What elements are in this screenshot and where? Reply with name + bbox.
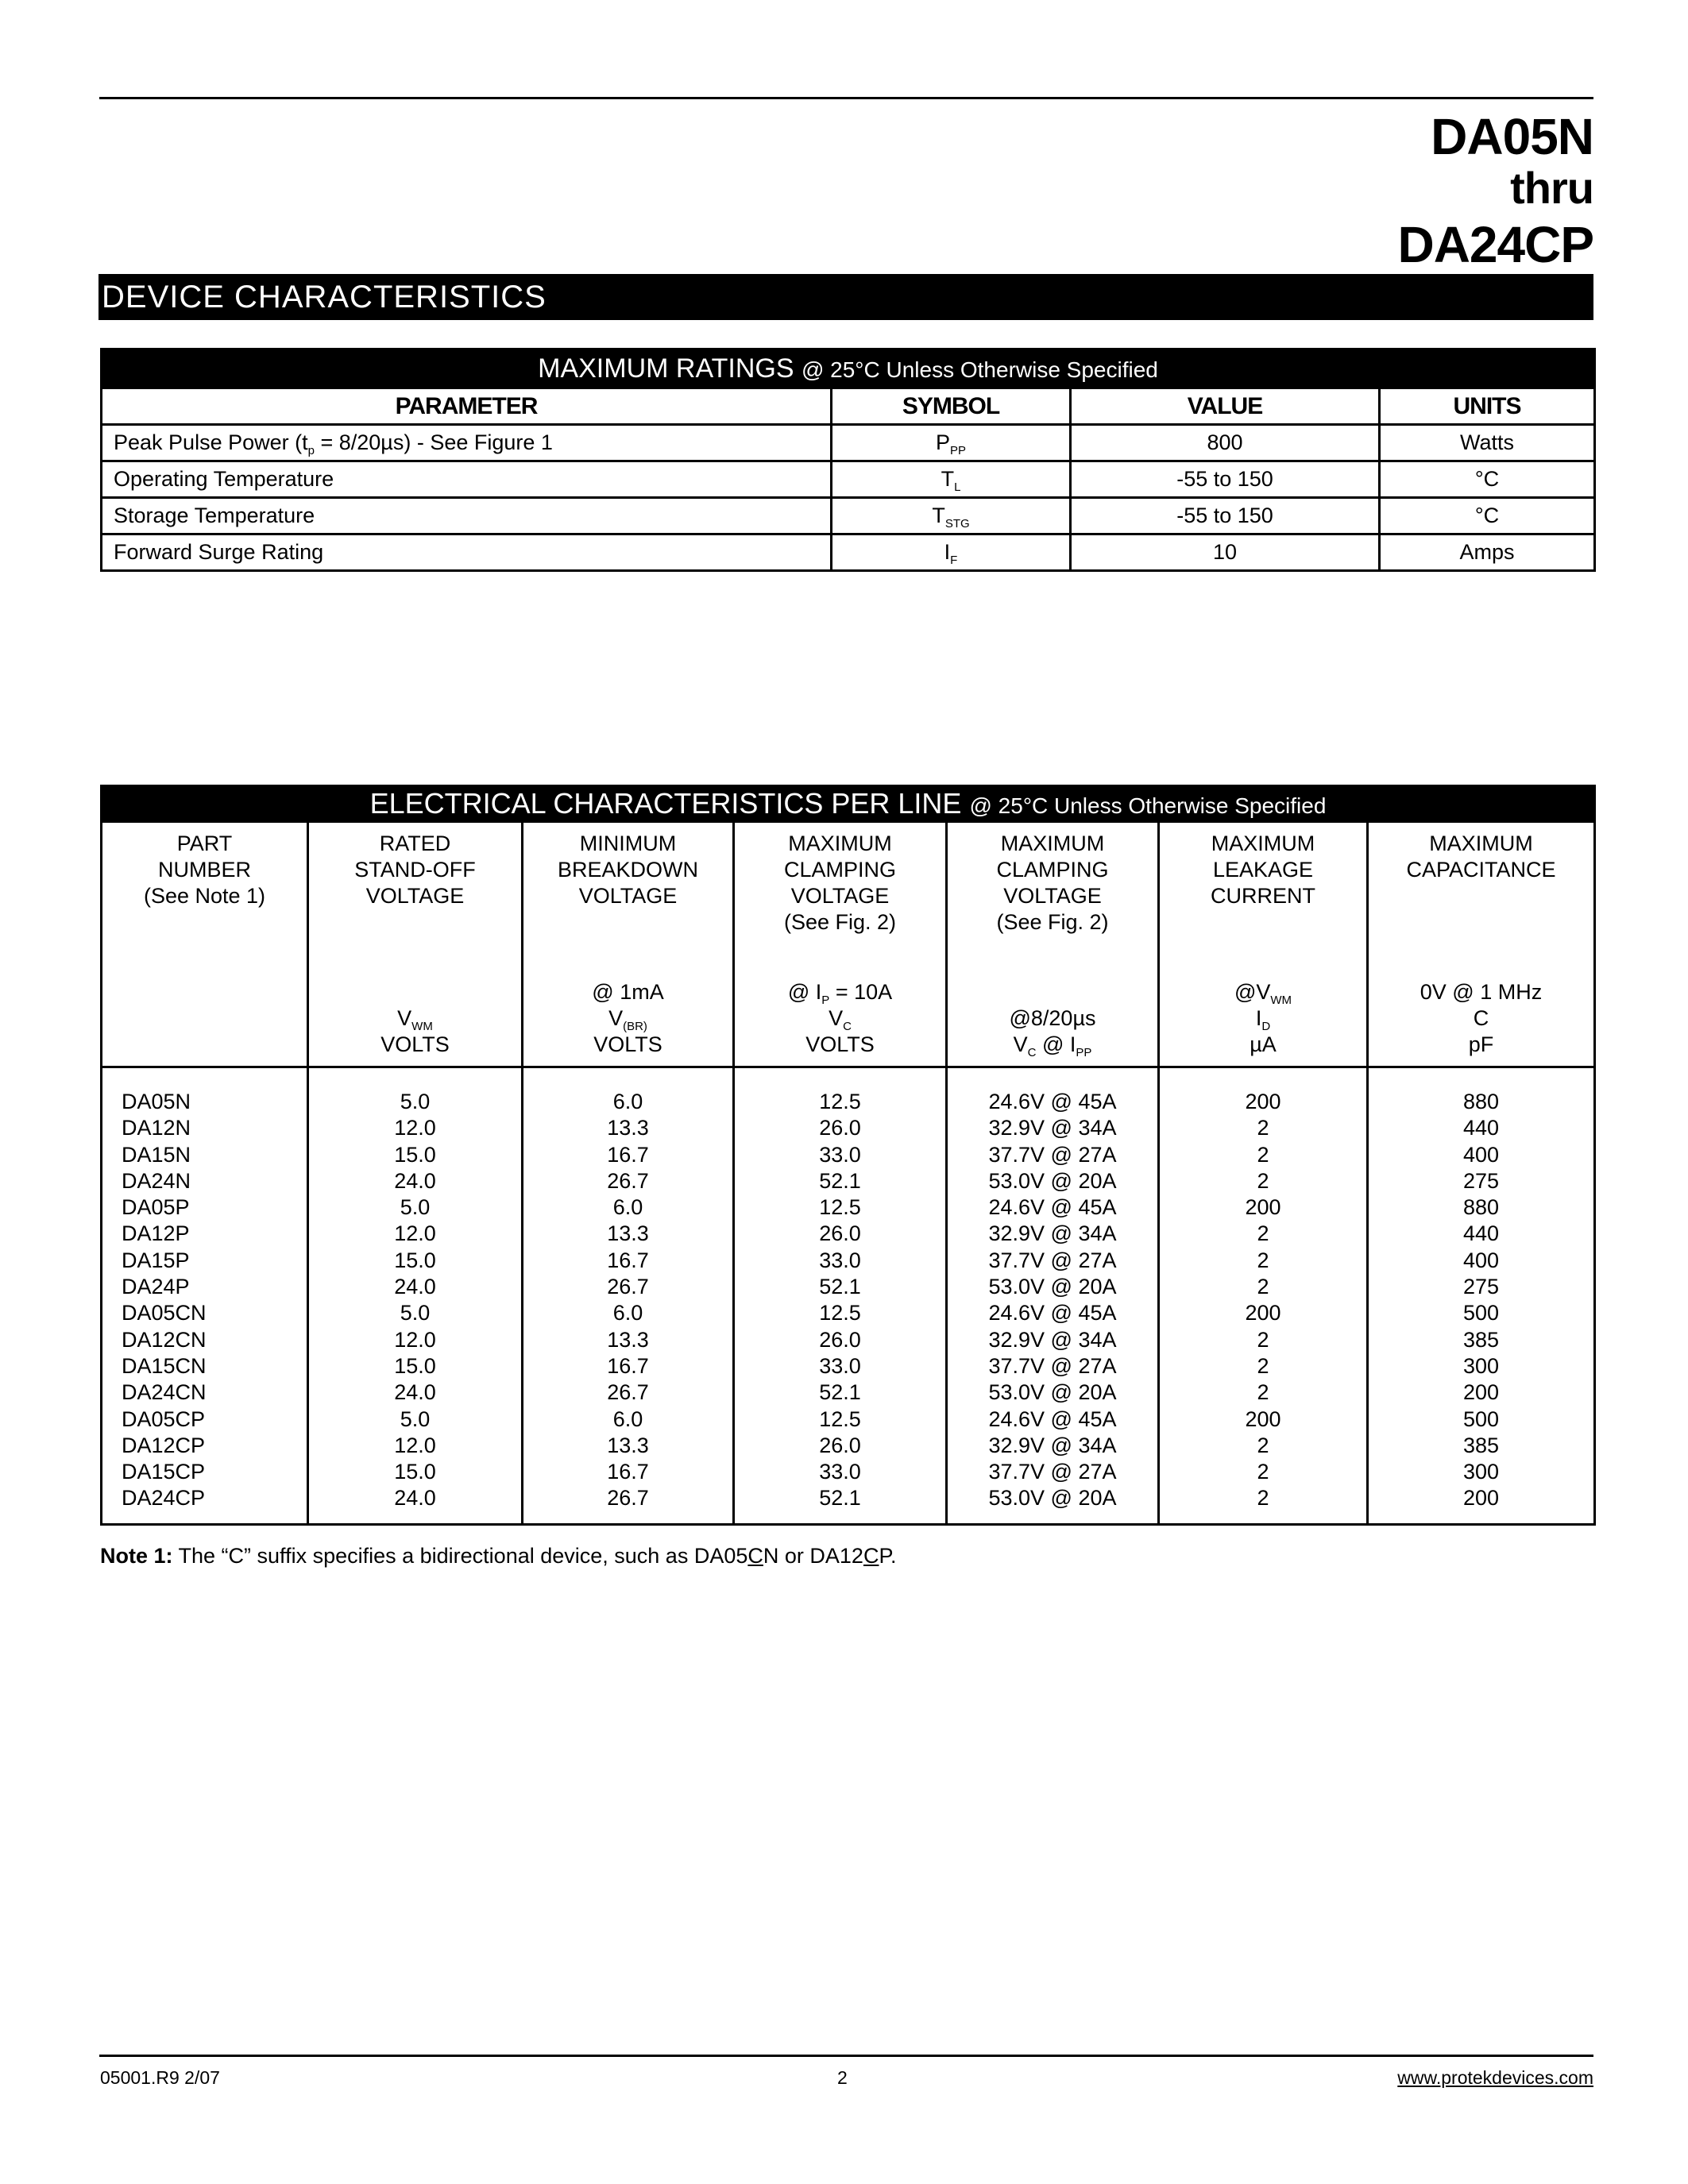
capacitance-cell: 385 <box>1462 1433 1500 1457</box>
col-header-1 <box>308 823 523 1067</box>
col-header-title <box>948 831 1157 936</box>
clamping-voltage-cell: 26.0 <box>819 1433 861 1457</box>
symbol-subscript: C <box>843 1020 852 1033</box>
col-header-unit <box>1369 1032 1593 1058</box>
capacitance-cell: 440 <box>1462 1221 1500 1246</box>
col-header-title-line: CLAMPING <box>783 858 897 882</box>
col-header-unit <box>1160 1032 1366 1058</box>
unit-text: V <box>1013 1032 1028 1056</box>
clamping-voltage-cell: 52.1 <box>819 1380 861 1405</box>
section-title: DEVICE CHARACTERISTICS <box>98 274 1593 320</box>
col-header-title-line: VOLTAGE <box>578 884 678 908</box>
col-header-title <box>102 831 307 909</box>
max-ratings-condition: @ 25°C Unless Otherwise Specified <box>801 357 1158 382</box>
capacitance-cell: 880 <box>1462 1090 1500 1113</box>
col-header-units <box>1160 979 1366 1058</box>
max-ratings-title: MAXIMUM RATINGS <box>538 353 794 384</box>
col-header-value: VALUE <box>1071 388 1380 425</box>
capacitance-cell: 500 <box>1462 1301 1500 1325</box>
col-header-title-line: LEAKAGE <box>1212 858 1314 882</box>
col-header-units <box>102 979 307 1058</box>
leakage-current-cell: 2 <box>1257 1327 1269 1352</box>
max-ratings-header-row <box>102 388 1595 425</box>
col-header-title-line: CURRENT <box>1211 884 1315 908</box>
symbol-text: V <box>608 1006 624 1030</box>
breakdown-voltage-cell: 26.7 <box>607 1486 649 1511</box>
part-number-cell: DA05CN <box>122 1301 207 1325</box>
cond-text: @ 1mA <box>592 980 664 1004</box>
col-header-symbol: SYMBOL <box>832 388 1071 425</box>
clamping-voltage-cell: 12.5 <box>819 1090 861 1113</box>
col-header-units <box>948 979 1157 1058</box>
capacitance-cell: 275 <box>1462 1275 1500 1299</box>
cond-subscript: P <box>821 994 830 1007</box>
part-number-cell: DA05CP <box>122 1406 206 1431</box>
cond-subscript: WM <box>1270 994 1292 1007</box>
col-header-title-line: BREAKDOWN <box>557 858 699 882</box>
note-text-post: P. <box>879 1544 897 1568</box>
standoff-voltage-cell: 15.0 <box>394 1460 436 1484</box>
col-header-2 <box>523 823 734 1067</box>
symbol-subscript: F <box>950 554 958 567</box>
leakage-current-cell: 200 <box>1245 1090 1281 1113</box>
part-number-cell: DA12P <box>122 1221 190 1246</box>
breakdown-voltage-cell: 16.7 <box>607 1460 649 1484</box>
leakage-current-cell: 200 <box>1245 1406 1281 1431</box>
part-number-column <box>102 1067 308 1525</box>
col-header-parameter: PARAMETER <box>102 388 832 425</box>
footer-rule <box>99 2055 1593 2057</box>
col-header-title <box>1160 831 1366 909</box>
clamping-voltage-pulse-cell: 32.9V @ 34A <box>988 1221 1117 1246</box>
unit-text-mid: @ I <box>1036 1032 1076 1056</box>
electrical-characteristics-table <box>100 785 1596 1526</box>
symbol-text: I <box>1255 1006 1262 1030</box>
symbol-text: @8/20µs <box>1009 1006 1096 1030</box>
standoff-voltage-column <box>308 1067 523 1525</box>
part-number-cell: DA24CN <box>122 1380 207 1405</box>
col-header-title-line: CAPACITANCE <box>1406 858 1556 882</box>
part-number-cell: DA12N <box>122 1116 191 1140</box>
electrical-data-row <box>102 1067 1595 1525</box>
unit-text: VOLTS <box>380 1032 450 1056</box>
symbol-text: V <box>397 1006 412 1030</box>
clamping-voltage-cell: 52.1 <box>819 1486 861 1511</box>
standoff-voltage-cell: 5.0 <box>400 1301 431 1325</box>
breakdown-voltage-cell: 16.7 <box>607 1353 649 1378</box>
clamping-voltage-cell: 33.0 <box>819 1142 861 1167</box>
leakage-current-cell: 2 <box>1257 1460 1269 1484</box>
breakdown-voltage-cell: 6.0 <box>612 1195 643 1220</box>
capacitance-cell: 400 <box>1462 1142 1500 1167</box>
col-header-title-line: NUMBER <box>157 858 251 882</box>
symbol-subscript: (BR) <box>623 1020 647 1033</box>
note-1 <box>100 1544 896 1569</box>
col-header-title-line: MAXIMUM <box>1000 832 1105 855</box>
col-header-symbol <box>1160 1005 1366 1032</box>
col-header-symbol <box>309 1005 521 1032</box>
note-suffix-1: C <box>747 1544 763 1568</box>
leakage-current-cell: 2 <box>1257 1248 1269 1272</box>
standoff-voltage-cell: 15.0 <box>394 1142 436 1167</box>
col-header-title-line: (See Fig. 2) <box>996 910 1109 934</box>
clamping-voltage-cell: 12.5 <box>819 1301 861 1325</box>
col-header-title-line: MAXIMUM <box>788 832 892 855</box>
parameter-text: Peak Pulse Power (t <box>114 430 308 454</box>
col-header-title <box>309 831 521 909</box>
col-header-title-line: STAND-OFF <box>354 858 476 882</box>
col-header-condition <box>309 979 521 1005</box>
breakdown-voltage-cell: 13.3 <box>607 1433 649 1457</box>
electrical-header-row <box>102 823 1595 1067</box>
col-header-6 <box>1368 823 1595 1067</box>
breakdown-voltage-cell: 13.3 <box>607 1116 649 1140</box>
clamping-voltage-pulse-cell: 24.6V @ 45A <box>988 1195 1117 1220</box>
note-suffix-2: C <box>863 1544 879 1568</box>
standoff-voltage-cell: 5.0 <box>400 1195 431 1220</box>
clamping-voltage-cell: 33.0 <box>819 1248 861 1272</box>
parameter-text: Storage Temperature <box>114 504 315 527</box>
parameter-subscript: p <box>307 444 315 457</box>
footer-website-link[interactable]: www.protekdevices.com <box>1397 2067 1593 2088</box>
clamping-voltage-pulse-cell: 37.7V @ 27A <box>988 1460 1117 1484</box>
symbol-cell <box>832 534 1071 571</box>
col-header-title-line: MINIMUM <box>579 832 677 855</box>
symbol-cell <box>832 461 1071 498</box>
parameter-cell <box>102 498 832 534</box>
clamping-voltage-pulse-cell: 32.9V @ 34A <box>988 1433 1117 1457</box>
col-header-title <box>735 831 945 936</box>
col-header-title-line: VOLTAGE <box>790 884 890 908</box>
col-header-unit <box>948 1032 1157 1058</box>
title-part-last: DA24CP <box>1397 216 1593 273</box>
leakage-current-cell: 2 <box>1257 1275 1269 1299</box>
footer-doc-number: 05001.R9 2/07 <box>100 2067 220 2088</box>
col-header-unit <box>523 1032 732 1058</box>
clamping-voltage-pulse-cell: 53.0V @ 20A <box>988 1486 1117 1511</box>
part-number-cell: DA12CP <box>122 1433 206 1457</box>
clamping-voltage-column <box>734 1067 947 1525</box>
col-header-symbol <box>523 1005 732 1032</box>
col-header-unit <box>102 1032 307 1058</box>
part-number-cell: DA24P <box>122 1275 190 1299</box>
clamping-voltage-cell: 12.5 <box>819 1195 861 1220</box>
standoff-voltage-cell: 12.0 <box>394 1327 436 1352</box>
clamping-voltage-cell: 33.0 <box>819 1353 861 1378</box>
clamping-voltage-pulse-cell: 53.0V @ 20A <box>988 1168 1117 1193</box>
capacitance-cell: 880 <box>1462 1195 1500 1220</box>
symbol-subscript: D <box>1261 1020 1271 1033</box>
part-number-cell: DA15CP <box>122 1460 206 1484</box>
symbol-cell <box>832 498 1071 534</box>
max-ratings-row <box>102 461 1595 498</box>
electrical-title: ELECTRICAL CHARACTERISTICS PER LINE <box>369 787 962 820</box>
parameter-text: Operating Temperature <box>114 467 334 491</box>
symbol-subscript: PP <box>950 444 967 457</box>
max-ratings-table <box>100 348 1596 572</box>
leakage-current-cell: 2 <box>1257 1433 1269 1457</box>
part-number-cell: DA12CN <box>122 1327 207 1352</box>
col-header-title-line: MAXIMUM <box>1211 832 1315 855</box>
breakdown-voltage-cell: 26.7 <box>607 1275 649 1299</box>
title-part-first: DA05N <box>1431 108 1593 165</box>
standoff-voltage-cell: 5.0 <box>400 1090 431 1113</box>
symbol-text: T <box>941 467 955 491</box>
col-header-unit <box>309 1032 521 1058</box>
clamping-voltage-cell: 52.1 <box>819 1168 861 1193</box>
clamping-voltage-pulse-cell: 24.6V @ 45A <box>988 1090 1117 1113</box>
col-header-units <box>735 979 945 1058</box>
parameter-text-post: = 8/20µs) - See Figure 1 <box>314 430 553 454</box>
col-header-title <box>523 831 732 909</box>
max-ratings-title-bar <box>102 349 1595 388</box>
leakage-current-cell: 2 <box>1257 1142 1269 1167</box>
unit-text: µA <box>1250 1032 1277 1056</box>
standoff-voltage-cell: 24.0 <box>394 1275 436 1299</box>
clamping-voltage-pulse-cell: 53.0V @ 20A <box>988 1380 1117 1405</box>
clamping-voltage-pulse-cell: 37.7V @ 27A <box>988 1353 1117 1378</box>
parameter-cell <box>102 461 832 498</box>
col-header-title-line: (See Fig. 2) <box>783 910 897 934</box>
standoff-voltage-cell: 24.0 <box>394 1380 436 1405</box>
capacitance-cell: 275 <box>1462 1168 1500 1193</box>
clamping-voltage-cell: 26.0 <box>819 1116 861 1140</box>
units-cell: Amps <box>1380 534 1595 571</box>
standoff-voltage-cell: 12.0 <box>394 1433 436 1457</box>
col-header-0 <box>102 823 308 1067</box>
note-text-pre: The “C” suffix specifies a bidirectional device, such as DA05 <box>172 1544 748 1568</box>
col-header-units <box>523 979 732 1058</box>
unit-subscript: PP <box>1076 1046 1092 1059</box>
capacitance-cell: 300 <box>1462 1353 1500 1378</box>
clamping-voltage-pulse-cell: 37.7V @ 27A <box>988 1142 1117 1167</box>
clamping-voltage-cell: 26.0 <box>819 1221 861 1246</box>
capacitance-cell: 200 <box>1462 1380 1500 1405</box>
symbol-text: T <box>932 504 945 527</box>
clamping-voltage-pulse-cell: 32.9V @ 34A <box>988 1327 1117 1352</box>
standoff-voltage-cell: 15.0 <box>394 1353 436 1378</box>
leakage-current-cell: 2 <box>1257 1486 1269 1511</box>
note-label: Note 1: <box>100 1544 173 1568</box>
leakage-current-cell: 200 <box>1245 1195 1281 1220</box>
standoff-voltage-cell: 5.0 <box>400 1406 431 1431</box>
breakdown-voltage-column <box>523 1067 734 1525</box>
col-header-condition <box>1369 979 1593 1005</box>
breakdown-voltage-cell: 26.7 <box>607 1380 649 1405</box>
note-text-mid: N or DA12 <box>763 1544 863 1568</box>
electrical-title-bar <box>102 785 1595 823</box>
clamping-voltage-cell: 52.1 <box>819 1275 861 1299</box>
cond-text: 0V @ 1 MHz <box>1420 980 1543 1004</box>
col-header-unit <box>735 1032 945 1058</box>
unit-text: VOLTS <box>593 1032 662 1056</box>
title-thru: thru <box>1510 163 1593 213</box>
max-ratings-row <box>102 534 1595 571</box>
col-header-title <box>1369 831 1593 883</box>
value-cell: 10 <box>1071 534 1380 571</box>
col-header-condition <box>102 979 307 1005</box>
part-number-cell: DA24CP <box>122 1486 206 1511</box>
max-ratings-row <box>102 425 1595 461</box>
symbol-text: C <box>1473 1006 1489 1030</box>
capacitance-cell: 385 <box>1462 1327 1500 1352</box>
col-header-title-line: PART <box>176 832 233 855</box>
breakdown-voltage-cell: 16.7 <box>607 1248 649 1272</box>
top-rule <box>99 97 1593 99</box>
col-header-title-line: (See Note 1) <box>143 884 266 908</box>
clamping-voltage-cell: 12.5 <box>819 1406 861 1431</box>
leakage-current-cell: 200 <box>1245 1301 1281 1325</box>
breakdown-voltage-cell: 6.0 <box>612 1090 643 1113</box>
clamping-voltage-pulse-cell: 32.9V @ 34A <box>988 1116 1117 1140</box>
part-number-cell: DA05P <box>122 1195 190 1220</box>
unit-text: VOLTS <box>805 1032 875 1056</box>
col-header-units <box>1369 979 1593 1058</box>
symbol-text: V <box>829 1006 844 1030</box>
units-cell: °C <box>1380 498 1595 534</box>
symbol-cell <box>832 425 1071 461</box>
part-number-cell: DA15P <box>122 1248 190 1272</box>
part-number-cell: DA05N <box>122 1090 191 1113</box>
electrical-condition: @ 25°C Unless Otherwise Specified <box>969 793 1327 818</box>
capacitance-cell: 500 <box>1462 1406 1500 1431</box>
clamping-voltage-cell: 26.0 <box>819 1327 861 1352</box>
col-header-condition <box>523 979 732 1005</box>
breakdown-voltage-cell: 6.0 <box>612 1301 643 1325</box>
capacitance-cell: 440 <box>1462 1116 1500 1140</box>
parameter-cell <box>102 534 832 571</box>
leakage-current-cell: 2 <box>1257 1168 1269 1193</box>
col-header-symbol <box>1369 1005 1593 1032</box>
breakdown-voltage-cell: 26.7 <box>607 1168 649 1193</box>
col-header-condition <box>1160 979 1366 1005</box>
parameter-cell <box>102 425 832 461</box>
symbol-text: I <box>944 540 951 564</box>
leakage-current-cell: 2 <box>1257 1353 1269 1378</box>
leakage-current-cell: 2 <box>1257 1116 1269 1140</box>
col-header-symbol <box>948 1005 1157 1032</box>
standoff-voltage-cell: 15.0 <box>394 1248 436 1272</box>
clamping-voltage-cell: 33.0 <box>819 1460 861 1484</box>
leakage-current-cell: 2 <box>1257 1380 1269 1405</box>
col-header-title-line: MAXIMUM <box>1429 832 1533 855</box>
value-cell: -55 to 150 <box>1071 461 1380 498</box>
clamping-voltage-pulse-cell: 24.6V @ 45A <box>988 1406 1117 1431</box>
max-ratings-row <box>102 498 1595 534</box>
capacitance-column <box>1368 1067 1595 1525</box>
breakdown-voltage-cell: 13.3 <box>607 1221 649 1246</box>
col-header-condition <box>735 979 945 1005</box>
cond-text-post: = 10A <box>829 980 893 1004</box>
standoff-voltage-cell: 12.0 <box>394 1221 436 1246</box>
clamping-voltage-pulse-cell: 24.6V @ 45A <box>988 1301 1117 1325</box>
units-cell: Watts <box>1380 425 1595 461</box>
col-header-4 <box>947 823 1159 1067</box>
footer-page-number: 2 <box>837 2067 848 2088</box>
col-header-condition <box>948 979 1157 1005</box>
clamping-voltage-pulse-cell: 37.7V @ 27A <box>988 1248 1117 1272</box>
col-header-3 <box>734 823 947 1067</box>
symbol-subscript: L <box>954 480 961 494</box>
part-number-cell: DA24N <box>122 1168 191 1193</box>
unit-subscript: C <box>1027 1046 1037 1059</box>
capacitance-cell: 400 <box>1462 1248 1500 1272</box>
value-cell: -55 to 150 <box>1071 498 1380 534</box>
symbol-text: P <box>935 430 950 454</box>
leakage-current-column <box>1159 1067 1368 1525</box>
leakage-current-cell: 2 <box>1257 1221 1269 1246</box>
capacitance-cell: 200 <box>1462 1486 1500 1511</box>
col-header-symbol <box>735 1005 945 1032</box>
col-header-title-line: VOLTAGE <box>1003 884 1102 908</box>
breakdown-voltage-cell: 13.3 <box>607 1327 649 1352</box>
symbol-subscript: STG <box>944 517 970 531</box>
breakdown-voltage-cell: 6.0 <box>612 1406 643 1431</box>
clamping-voltage-pulse-cell: 53.0V @ 20A <box>988 1275 1117 1299</box>
capacitance-cell: 300 <box>1462 1460 1500 1484</box>
cond-text: @ I <box>787 980 822 1004</box>
unit-text: pF <box>1468 1032 1494 1056</box>
col-header-title-line: VOLTAGE <box>365 884 465 908</box>
part-number-cell: DA15N <box>122 1142 191 1167</box>
clamping-voltage-pulse-column <box>947 1067 1159 1525</box>
standoff-voltage-cell: 12.0 <box>394 1116 436 1140</box>
value-cell: 800 <box>1071 425 1380 461</box>
units-cell: °C <box>1380 461 1595 498</box>
cond-text: @V <box>1234 980 1271 1004</box>
col-header-title-line: RATED <box>379 832 451 855</box>
breakdown-voltage-cell: 16.7 <box>607 1142 649 1167</box>
standoff-voltage-cell: 24.0 <box>394 1168 436 1193</box>
parameter-text: Forward Surge Rating <box>114 540 324 564</box>
col-header-units <box>309 979 521 1058</box>
col-header-symbol <box>102 1005 307 1032</box>
symbol-subscript: WM <box>411 1020 433 1033</box>
col-header-title-line: CLAMPING <box>996 858 1109 882</box>
standoff-voltage-cell: 24.0 <box>394 1486 436 1511</box>
col-header-units: UNITS <box>1380 388 1595 425</box>
col-header-5 <box>1159 823 1368 1067</box>
part-number-cell: DA15CN <box>122 1353 207 1378</box>
